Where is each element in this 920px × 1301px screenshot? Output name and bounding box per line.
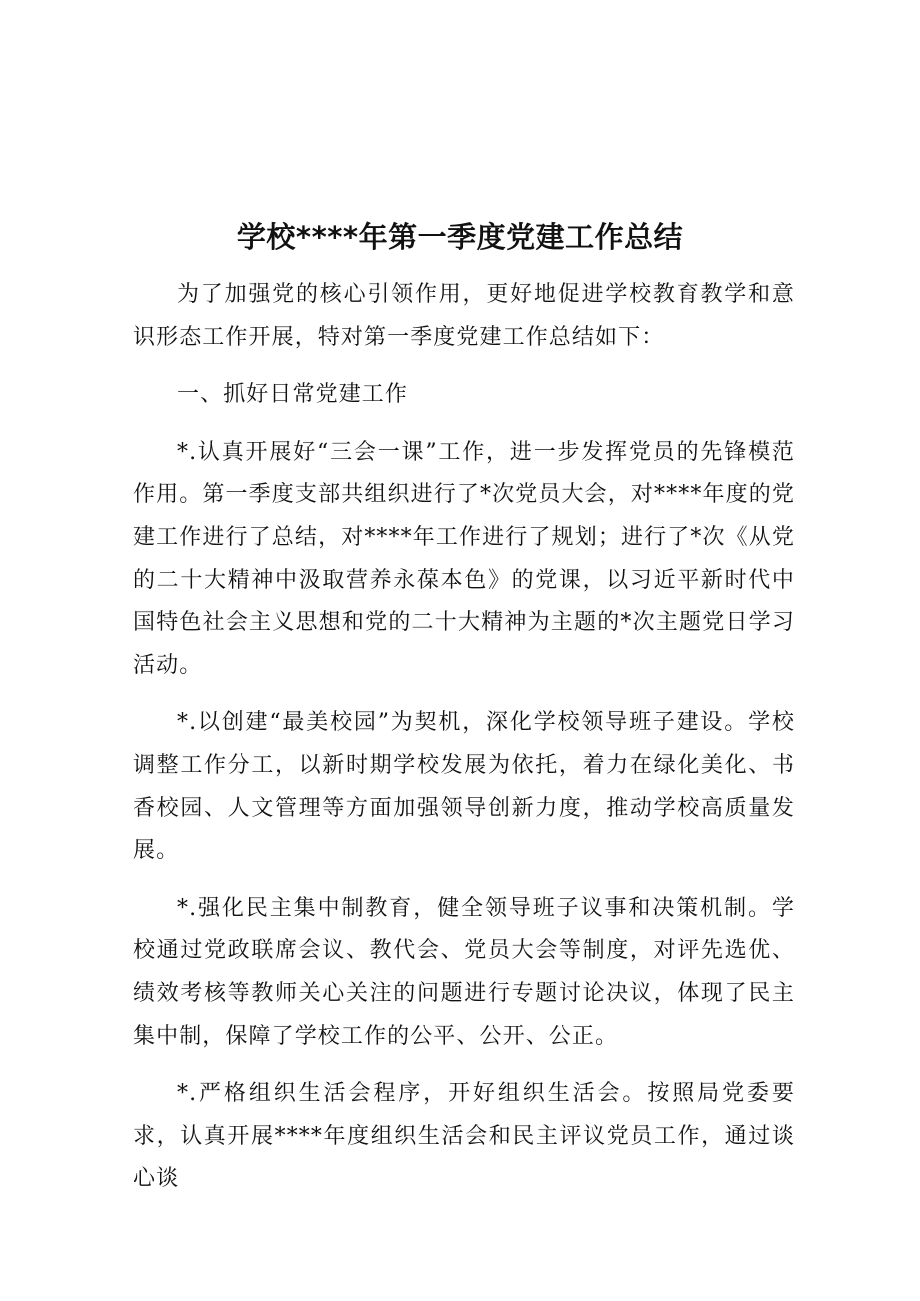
document-title: 学校****年第一季度党建工作总结 [236,220,684,254]
intro-paragraph: 为了加强党的核心引领作用，更好地促进学校教育教学和意识形态工作开展，特对第一季度党建工作总结如下： [133,282,795,350]
section-heading: 一、抓好日常党建工作 [177,382,409,408]
body-paragraph: *.以创建“最美校园”为契机，深化学校领导班子建设。学校调整工作分工，以新时期学校发展为依托，着力在绿化美化、书香校园、人文管理等方面加强领导创新力度，推动学校高质量发展。 [133,710,795,864]
body-paragraph: *.认真开展好“三会一课”工作，进一步发挥党员的先锋模范作用。第一季度支部共组织进行了*次党员大会，对****年度的党建工作进行了总结，对****年工作进行了规划；进行了*次《从党的二十大精神中汲取营养永葆本色》的党课，以习近平新时代中国特色社会主义思想和党的二十大精神为主题的*次主题党日学习活动。 [133,439,795,678]
document-body [133,274,795,1216]
body-paragraph: *.严格组织生活会程序，开好组织生活会。按照局党委要求，认真开展****年度组织生活会和民主评议党员工作，通过谈心谈 [133,1081,795,1192]
body-paragraph: *.强化民主集中制教育，健全领导班子议事和决策机制。学校通过党政联席会议、教代会、党员大会等制度，对评先选优、绩效考核等教师关心关注的问题进行专题讨论决议，体现了民主集中制，保障了学校工作的公平、公开、公正。 [133,895,795,1049]
